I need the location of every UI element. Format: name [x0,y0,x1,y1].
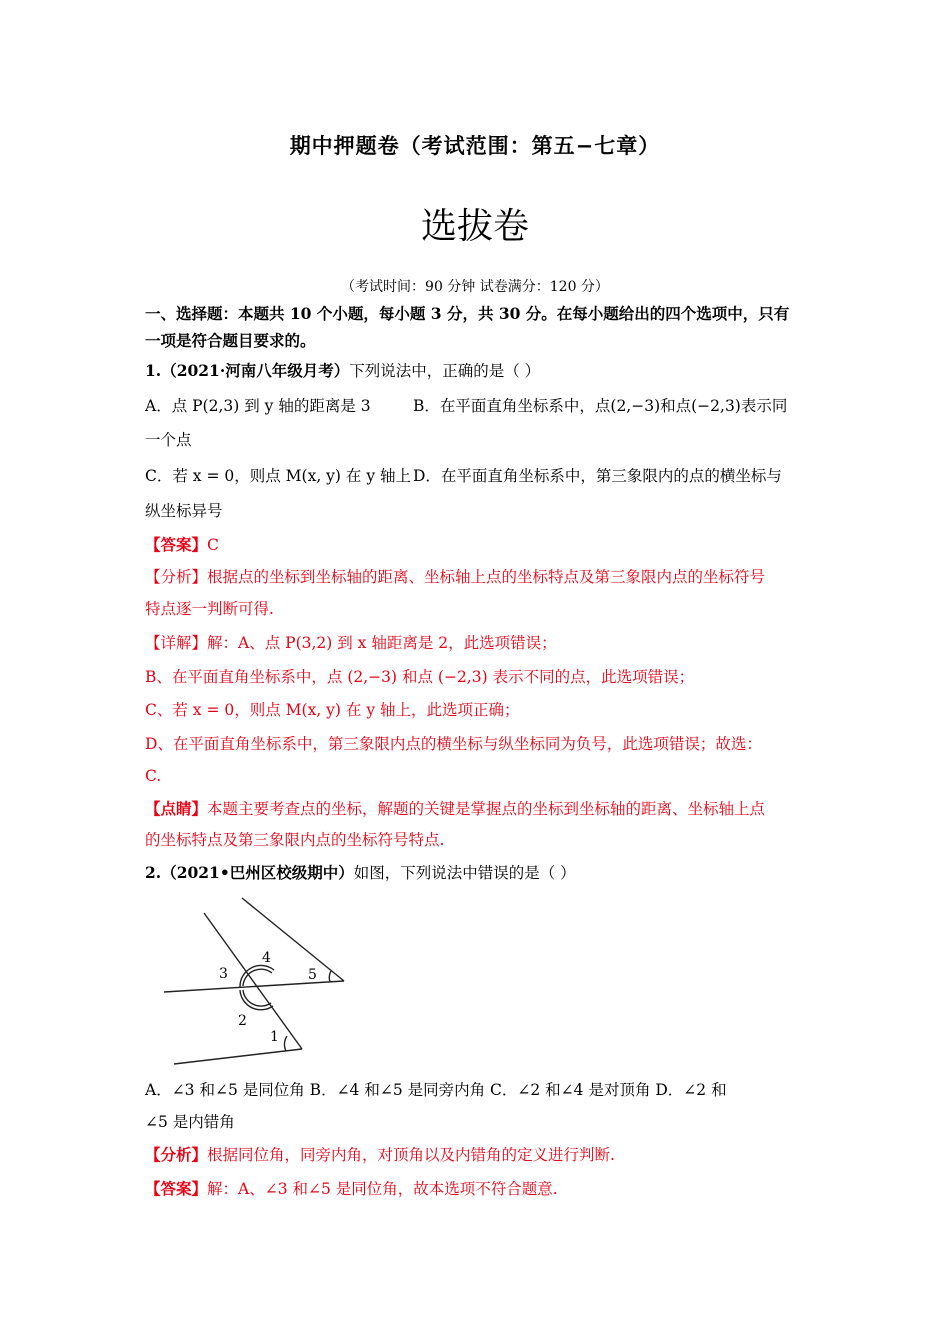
arc-angle-2 [243,990,271,1006]
arc-angle-1 [284,1036,287,1051]
q2-analysis-text: 根据同位角，同旁内角，对顶角以及内错角的定义进行判断. [207,1146,615,1164]
q1-analysis-2: 特点逐一判断可得. [145,600,274,618]
arc-angle-4-outer [240,965,274,987]
arc-angle-2-outer [240,990,273,1010]
q1-analysis-label: 【分析】 [145,568,208,586]
q1-detail-a [145,633,557,653]
q1-detail-label: 【详解】 [145,634,208,652]
q2-analysis-label: 【分析】 [145,1145,208,1164]
q1-option-b-cont: 一个点 [145,431,192,449]
label-angle-1: 1 [270,1029,279,1045]
section-heading-1: 一、选择题：本题共 10 个小题，每小题 3 分，共 30 分。在每小题给出的四个选项中，只有 [145,304,790,323]
q2-analysis [145,1145,615,1165]
q1-detail-c: C、若 x = 0，则点 M(x, y) 在 y 轴上，此选项正确； [145,701,520,719]
q1-answer [145,535,219,555]
arc-angle-3-4 [243,969,272,986]
q1-option-d: D．在平面直角坐标系中，第三象限内的点的横坐标与 [413,467,782,485]
q1-option-b: B．在平面直角坐标系中，点(2,−3)和点(−2,3)表示同 [413,397,788,415]
q2-stem-line [145,863,576,883]
arc-angle-5 [329,971,331,982]
q1-comment-label: 【点睛】 [145,799,208,818]
q1-analysis-1 [145,567,765,587]
q1-detail-a-text: 解：A、点 P(3,2) 到 x 轴距离是 2，此选项错误； [207,634,557,652]
q1-comment-1 [145,799,765,819]
line-bottom [174,1049,302,1064]
section-heading-2: 一项是符合题目要求的。 [145,331,316,350]
q1-option-a: A．点 P(2,3) 到 y 轴的距离是 3 [145,397,371,415]
q2-options: A．∠3 和∠5 是同位角 B．∠4 和∠5 是同旁内角 C．∠2 和∠4 是对顶角 D．∠2 和 [145,1081,727,1099]
exam-info: （考试时间：90 分钟 试卷满分：120 分） [341,279,609,295]
exam-subtitle: 选拔卷 [420,206,529,247]
q1-option-c: C．若 x = 0，则点 M(x, y) 在 y 轴上 [145,467,412,485]
q1-options-ab [145,396,788,416]
label-angle-3: 3 [219,966,228,982]
q1-source: （2021·河南八年级月考） [161,361,350,380]
q1-number: 1. [145,361,162,380]
label-angle-4: 4 [262,950,271,966]
q1-answer-value: C [207,536,219,554]
line-upper-right [242,898,344,981]
q2-answer [145,1179,558,1199]
q1-analysis-text: 根据点的坐标到坐标轴的距离、坐标轴上点的坐标特点及第三象限内点的坐标符号 [207,568,766,586]
q1-detail-b: B、在平面直角坐标系中，点 (2,−3) 和点 (−2,3) 表示不同的点，此选项错误； [145,668,695,686]
angle-figure [160,893,360,1073]
q2-options-cont: ∠5 是内错角 [145,1113,235,1131]
exam-title: 期中押题卷（考试范围：第五−七章） [289,133,661,158]
label-angle-2: 2 [238,1013,247,1029]
q1-answer-label: 【答案】 [145,535,208,554]
q1-comment-text: 本题主要考查点的坐标，解题的关键是掌握点的坐标到坐标轴的距离、坐标轴上点 [207,800,766,818]
q1-detail-d: D、在平面直角坐标系中，第三象限内点的横坐标与纵坐标同为负号，此选项错误；故选： [145,735,762,753]
q1-option-d-cont: 纵坐标异号 [145,502,223,520]
q2-answer-label: 【答案】 [145,1179,208,1198]
q2-answer-text: 解：A、∠3 和∠5 是同位角，故本选项不符合题意. [207,1180,558,1198]
q1-detail-d-cont: C. [145,767,162,785]
q1-stem-line [145,361,540,381]
q2-stem: 如图，下列说法中错误的是（ ） [353,864,576,882]
q1-stem: 下列说法中，正确的是（ ） [349,362,541,380]
q2-source: （2021•巴州区校级期中） [161,863,354,882]
q1-comment-2: 的坐标特点及第三象限内点的坐标符号特点. [145,831,445,849]
q2-number: 2. [145,863,162,882]
q1-options-cd [145,466,782,486]
label-angle-5: 5 [308,967,317,983]
